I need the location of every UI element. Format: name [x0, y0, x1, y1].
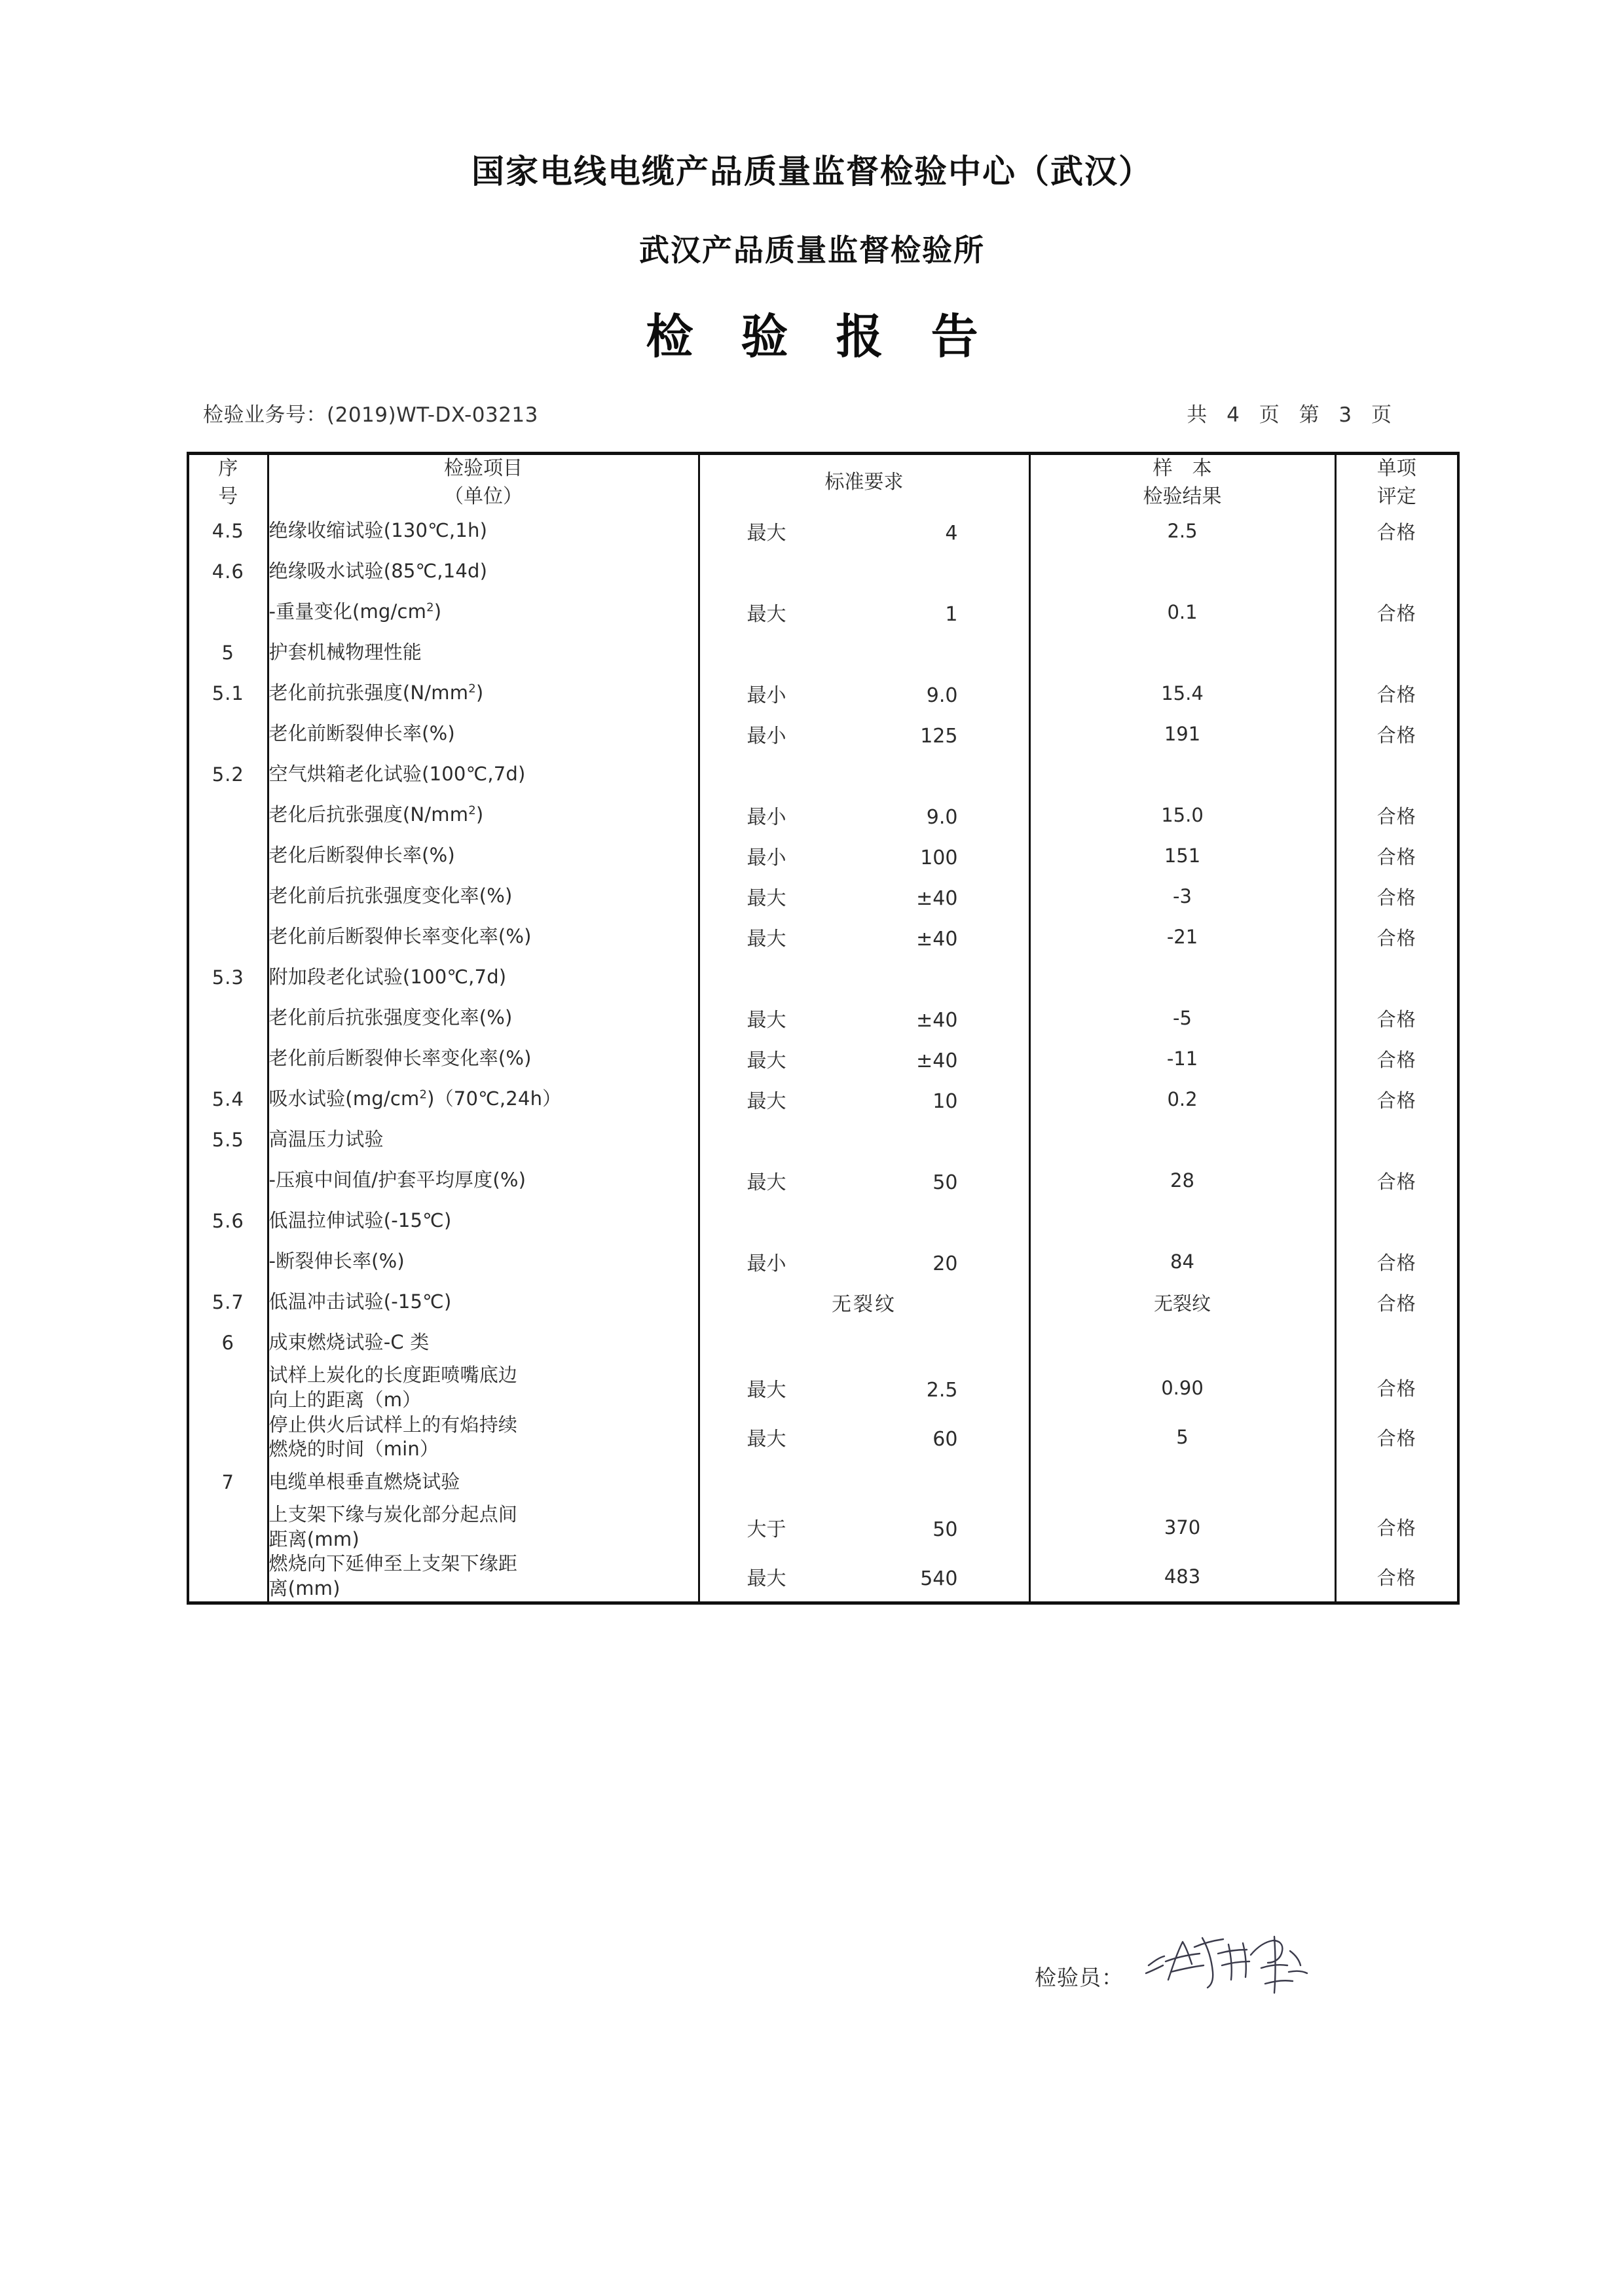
business-number [203, 398, 538, 428]
column-header-standard-label: 标准要求 [824, 471, 904, 494]
cell-test-item: 高温压力试验 [268, 1120, 699, 1160]
standard-value: ±40 [916, 887, 958, 911]
cell-sequence-no: 4.5 [188, 511, 268, 551]
column-header-item-line1: 检验项目 [444, 457, 523, 480]
cell-verdict [1335, 754, 1458, 795]
table-body [188, 511, 1458, 1603]
cell-standard-requirement [699, 1241, 1029, 1282]
cell-sample-result: 0.90 [1029, 1363, 1335, 1412]
cell-sample-result: 5 [1029, 1413, 1335, 1462]
cell-standard-requirement [699, 551, 1029, 592]
cell-standard-requirement [699, 1413, 1029, 1462]
table-row [188, 1322, 1458, 1363]
cell-verdict: 合格 [1335, 592, 1458, 632]
cell-test-item: 老化前后抗张强度变化率(%) [268, 876, 699, 917]
cell-sample-result: 483 [1029, 1552, 1335, 1603]
cell-standard-requirement [699, 1503, 1029, 1552]
cell-sequence-no [188, 876, 268, 917]
column-header-item [268, 454, 699, 511]
cell-verdict [1335, 1462, 1458, 1503]
cell-verdict [1335, 551, 1458, 592]
table-row [188, 1552, 1458, 1603]
table-row [188, 876, 1458, 917]
standard-qualifier: 大于 [747, 1518, 786, 1541]
cell-sample-result [1029, 551, 1335, 592]
table-row [188, 795, 1458, 835]
standard-value: 1 [945, 603, 958, 627]
cell-verdict: 合格 [1335, 1241, 1458, 1282]
standard-qualifier: 最大 [747, 928, 786, 951]
table-row [188, 511, 1458, 551]
cell-verdict: 合格 [1335, 1552, 1458, 1603]
cell-sequence-no [188, 835, 268, 876]
cell-verdict: 合格 [1335, 1282, 1458, 1322]
standard-qualifier: 最小 [747, 725, 786, 748]
cell-verdict: 合格 [1335, 1363, 1458, 1412]
standard-value: 20 [932, 1252, 958, 1276]
standard-value: 50 [932, 1171, 958, 1195]
cell-standard-requirement [699, 673, 1029, 714]
cell-test-item: 护套机械物理性能 [268, 632, 699, 673]
standard-value: 125 [920, 725, 958, 748]
standard-value: 50 [932, 1518, 958, 1541]
table-row [188, 1120, 1458, 1160]
inspector-signature-area [1035, 1925, 1316, 1994]
cell-sample-result: 151 [1029, 835, 1335, 876]
table-row [188, 998, 1458, 1038]
cell-sample-result [1029, 632, 1335, 673]
table-row [188, 957, 1458, 998]
cell-verdict: 合格 [1335, 795, 1458, 835]
cell-sequence-no: 5.1 [188, 673, 268, 714]
table-row [188, 754, 1458, 795]
cell-sample-result: 15.4 [1029, 673, 1335, 714]
cell-standard-requirement [699, 1120, 1029, 1160]
cell-sequence-no: 5.2 [188, 754, 268, 795]
cell-sample-result: 370 [1029, 1503, 1335, 1552]
cell-sequence-no: 5.5 [188, 1120, 268, 1160]
document-title: 检 验 报 告 [646, 309, 994, 364]
cell-sample-result [1029, 1201, 1335, 1241]
standard-qualifier: 最大 [747, 1171, 786, 1195]
cell-test-item: 空气烘箱老化试验(100℃,7d) [268, 754, 699, 795]
cell-sequence-no [188, 1160, 268, 1201]
cell-sequence-no: 5.3 [188, 957, 268, 998]
cell-sample-result: -3 [1029, 876, 1335, 917]
standard-value: 9.0 [926, 684, 958, 708]
cell-verdict [1335, 1201, 1458, 1241]
cell-test-item: 绝缘收缩试验(130℃,1h) [268, 511, 699, 551]
cell-sample-result: -5 [1029, 998, 1335, 1038]
table-row [188, 917, 1458, 957]
standard-qualifier: 最大 [747, 1049, 786, 1073]
cell-sequence-no: 7 [188, 1462, 268, 1503]
cell-standard-requirement [699, 917, 1029, 957]
cell-sample-result: -21 [1029, 917, 1335, 957]
inspection-results-table [187, 452, 1460, 1605]
standard-qualifier: 最大 [747, 1090, 786, 1114]
table-row [188, 1462, 1458, 1503]
standard-value: ±40 [916, 928, 958, 951]
cell-standard-requirement [699, 632, 1029, 673]
cell-test-item: 附加段老化试验(100℃,7d) [268, 957, 699, 998]
cell-sequence-no: 4.6 [188, 551, 268, 592]
cell-standard-requirement [699, 592, 1029, 632]
standard-qualifier: 最小 [747, 806, 786, 829]
cell-sample-result: -11 [1029, 1038, 1335, 1079]
cell-sample-result: 191 [1029, 714, 1335, 754]
cell-verdict: 合格 [1335, 673, 1458, 714]
standard-value: ±40 [916, 1009, 958, 1032]
cell-verdict: 合格 [1335, 1503, 1458, 1552]
cell-sequence-no [188, 1503, 268, 1552]
table-row [188, 1503, 1458, 1552]
standard-qualifier: 最大 [747, 522, 786, 545]
table-row [188, 551, 1458, 592]
column-header-verdict-line1: 单项 [1376, 457, 1416, 480]
cell-sequence-no [188, 1038, 268, 1079]
standard-value: 2.5 [926, 1378, 958, 1402]
standard-qualifier: 最大 [747, 603, 786, 627]
page-indicator: 共 4 页 第 3 页 [1187, 403, 1398, 427]
column-header-item-line2: （单位） [444, 484, 523, 508]
cell-standard-requirement [699, 795, 1029, 835]
table-row [188, 714, 1458, 754]
inspector-label: 检验员： [1035, 1965, 1124, 1990]
table-header [188, 454, 1458, 511]
cell-sample-result [1029, 754, 1335, 795]
table-row [188, 592, 1458, 632]
cell-standard-requirement [699, 1462, 1029, 1503]
standard-value: 9.0 [926, 806, 958, 829]
standard-value: 4 [945, 522, 958, 545]
cell-sequence-no: 5.7 [188, 1282, 268, 1322]
standard-qualifier: 最大 [747, 1567, 786, 1590]
cell-test-item: 绝缘吸水试验(85℃,14d) [268, 551, 699, 592]
cell-standard-requirement [699, 1038, 1029, 1079]
cell-test-item: -重量变化$(mg/cm^2)$ [268, 592, 699, 632]
cell-standard-requirement [699, 1201, 1029, 1241]
standard-qualifier: 最小 [747, 684, 786, 708]
cell-test-item: 试样上炭化的长度距喷嘴底边 向上的距离（m） [268, 1363, 699, 1412]
standard-value: 10 [932, 1090, 958, 1114]
cell-standard-requirement [699, 714, 1029, 754]
cell-sample-result: 0.1 [1029, 592, 1335, 632]
organization-name-primary: 国家电线电缆产品质量监督检验中心（武汉） [471, 153, 1153, 191]
cell-test-item: 燃烧向下延伸至上支架下缘距 离(mm) [268, 1552, 699, 1603]
table-row [188, 835, 1458, 876]
cell-sequence-no: 6 [188, 1322, 268, 1363]
standard-value-text: 无裂纹 [832, 1293, 896, 1317]
table-row [188, 673, 1458, 714]
cell-standard-requirement [699, 1160, 1029, 1201]
cell-standard-requirement [699, 1363, 1029, 1412]
handwritten-signature-icon [1139, 1925, 1316, 2003]
standard-qualifier: 最大 [747, 887, 786, 911]
cell-standard-requirement [699, 998, 1029, 1038]
table-row [188, 1079, 1458, 1120]
column-header-no-line2: 号 [218, 484, 238, 508]
column-header-no-line1: 序 [218, 457, 238, 480]
business-number-label: 检验业务号： [203, 403, 327, 427]
cell-test-item: 老化后断裂伸长率(%) [268, 835, 699, 876]
cell-sequence-no: 5.6 [188, 1201, 268, 1241]
cell-test-item: -压痕中间值/护套平均厚度(%) [268, 1160, 699, 1201]
cell-test-item: 低温拉伸试验(-15℃) [268, 1201, 699, 1241]
cell-sample-result: 0.2 [1029, 1079, 1335, 1120]
cell-sequence-no [188, 795, 268, 835]
cell-standard-requirement [699, 1079, 1029, 1120]
cell-test-item: 低温冲击试验(-15℃) [268, 1282, 699, 1322]
table-row [188, 1413, 1458, 1462]
cell-sequence-no: 5.4 [188, 1079, 268, 1120]
cell-standard-requirement [699, 1322, 1029, 1363]
cell-standard-requirement [699, 835, 1029, 876]
cell-standard-requirement [699, 754, 1029, 795]
cell-verdict: 合格 [1335, 917, 1458, 957]
column-header-verdict [1335, 454, 1458, 511]
table-row [188, 1282, 1458, 1322]
cell-test-item: 停止供火后试样上的有焰持续 燃烧的时间（min） [268, 1413, 699, 1462]
meta-row [203, 398, 1457, 428]
cell-verdict: 合格 [1335, 998, 1458, 1038]
cell-test-item: 老化前后断裂伸长率变化率(%) [268, 1038, 699, 1079]
cell-verdict: 合格 [1335, 835, 1458, 876]
cell-test-item: 吸水试验$(mg/cm^2)(70℃,24h)$ [268, 1079, 699, 1120]
cell-sequence-no [188, 998, 268, 1038]
cell-sequence-no [188, 714, 268, 754]
cell-test-item: 老化前后断裂伸长率变化率(%) [268, 917, 699, 957]
column-header-result-line2: 检验结果 [1143, 484, 1222, 508]
standard-qualifier: 最大 [747, 1428, 786, 1451]
inspection-table-wrapper [187, 452, 1457, 1605]
table-row [188, 1363, 1458, 1412]
standard-qualifier: 最大 [747, 1009, 786, 1032]
cell-sequence-no [188, 1241, 268, 1282]
cell-sequence-no [188, 1552, 268, 1603]
cell-test-item: 老化前抗张强度$(N/mm^2)$ [268, 673, 699, 714]
cell-verdict: 合格 [1335, 1413, 1458, 1462]
cell-test-item: 成束燃烧试验-C 类 [268, 1322, 699, 1363]
cell-sequence-no [188, 1363, 268, 1412]
cell-sample-result [1029, 957, 1335, 998]
cell-sample-result [1029, 1462, 1335, 1503]
cell-sequence-no [188, 592, 268, 632]
table-header-row [188, 454, 1458, 511]
standard-qualifier: 最大 [747, 1378, 786, 1402]
business-number-value: (2019)WT-DX-03213 [327, 403, 538, 427]
cell-sequence-no: 5 [188, 632, 268, 673]
table-row [188, 1038, 1458, 1079]
table-row [188, 1201, 1458, 1241]
cell-standard-requirement [699, 876, 1029, 917]
organization-name-secondary: 武汉产品质量监督检验所 [639, 232, 985, 268]
cell-test-item: 老化后抗张强度$(N/mm^2)$ [268, 795, 699, 835]
standard-qualifier: 最小 [747, 1252, 786, 1276]
cell-test-item: 老化前断裂伸长率(%) [268, 714, 699, 754]
standard-value: 540 [920, 1567, 958, 1590]
cell-sample-result: 2.5 [1029, 511, 1335, 551]
cell-sample-result: 15.0 [1029, 795, 1335, 835]
cell-verdict: 合格 [1335, 1079, 1458, 1120]
table-row [188, 632, 1458, 673]
cell-verdict [1335, 957, 1458, 998]
cell-sample-result: 28 [1029, 1160, 1335, 1201]
cell-verdict: 合格 [1335, 714, 1458, 754]
cell-verdict [1335, 632, 1458, 673]
column-header-standard [699, 454, 1029, 511]
cell-sample-result: 84 [1029, 1241, 1335, 1282]
cell-verdict [1335, 1322, 1458, 1363]
cell-verdict: 合格 [1335, 511, 1458, 551]
cell-test-item: 老化前后抗张强度变化率(%) [268, 998, 699, 1038]
cell-standard-requirement [699, 957, 1029, 998]
cell-verdict: 合格 [1335, 1038, 1458, 1079]
cell-sequence-no [188, 917, 268, 957]
column-header-no [188, 454, 268, 511]
cell-verdict: 合格 [1335, 1160, 1458, 1201]
cell-standard-requirement [699, 1282, 1029, 1322]
standard-value: 60 [932, 1428, 958, 1451]
cell-test-item: -断裂伸长率(%) [268, 1241, 699, 1282]
cell-sequence-no [188, 1413, 268, 1462]
table-row [188, 1160, 1458, 1201]
cell-verdict [1335, 1120, 1458, 1160]
cell-sample-result: 无裂纹 [1029, 1282, 1335, 1322]
column-header-result [1029, 454, 1335, 511]
column-header-result-line1: 样 本 [1153, 457, 1212, 480]
cell-sample-result [1029, 1120, 1335, 1160]
cell-sample-result [1029, 1322, 1335, 1363]
cell-verdict: 合格 [1335, 876, 1458, 917]
standard-value: ±40 [916, 1049, 958, 1073]
standard-qualifier: 最小 [747, 847, 786, 870]
cell-standard-requirement [699, 1552, 1029, 1603]
column-header-verdict-line2: 评定 [1376, 484, 1416, 508]
standard-value: 100 [920, 847, 958, 870]
cell-test-item: 电缆单根垂直燃烧试验 [268, 1462, 699, 1503]
cell-test-item: 上支架下缘与炭化部分起点间 距离(mm) [268, 1503, 699, 1552]
cell-standard-requirement [699, 511, 1029, 551]
table-row [188, 1241, 1458, 1282]
